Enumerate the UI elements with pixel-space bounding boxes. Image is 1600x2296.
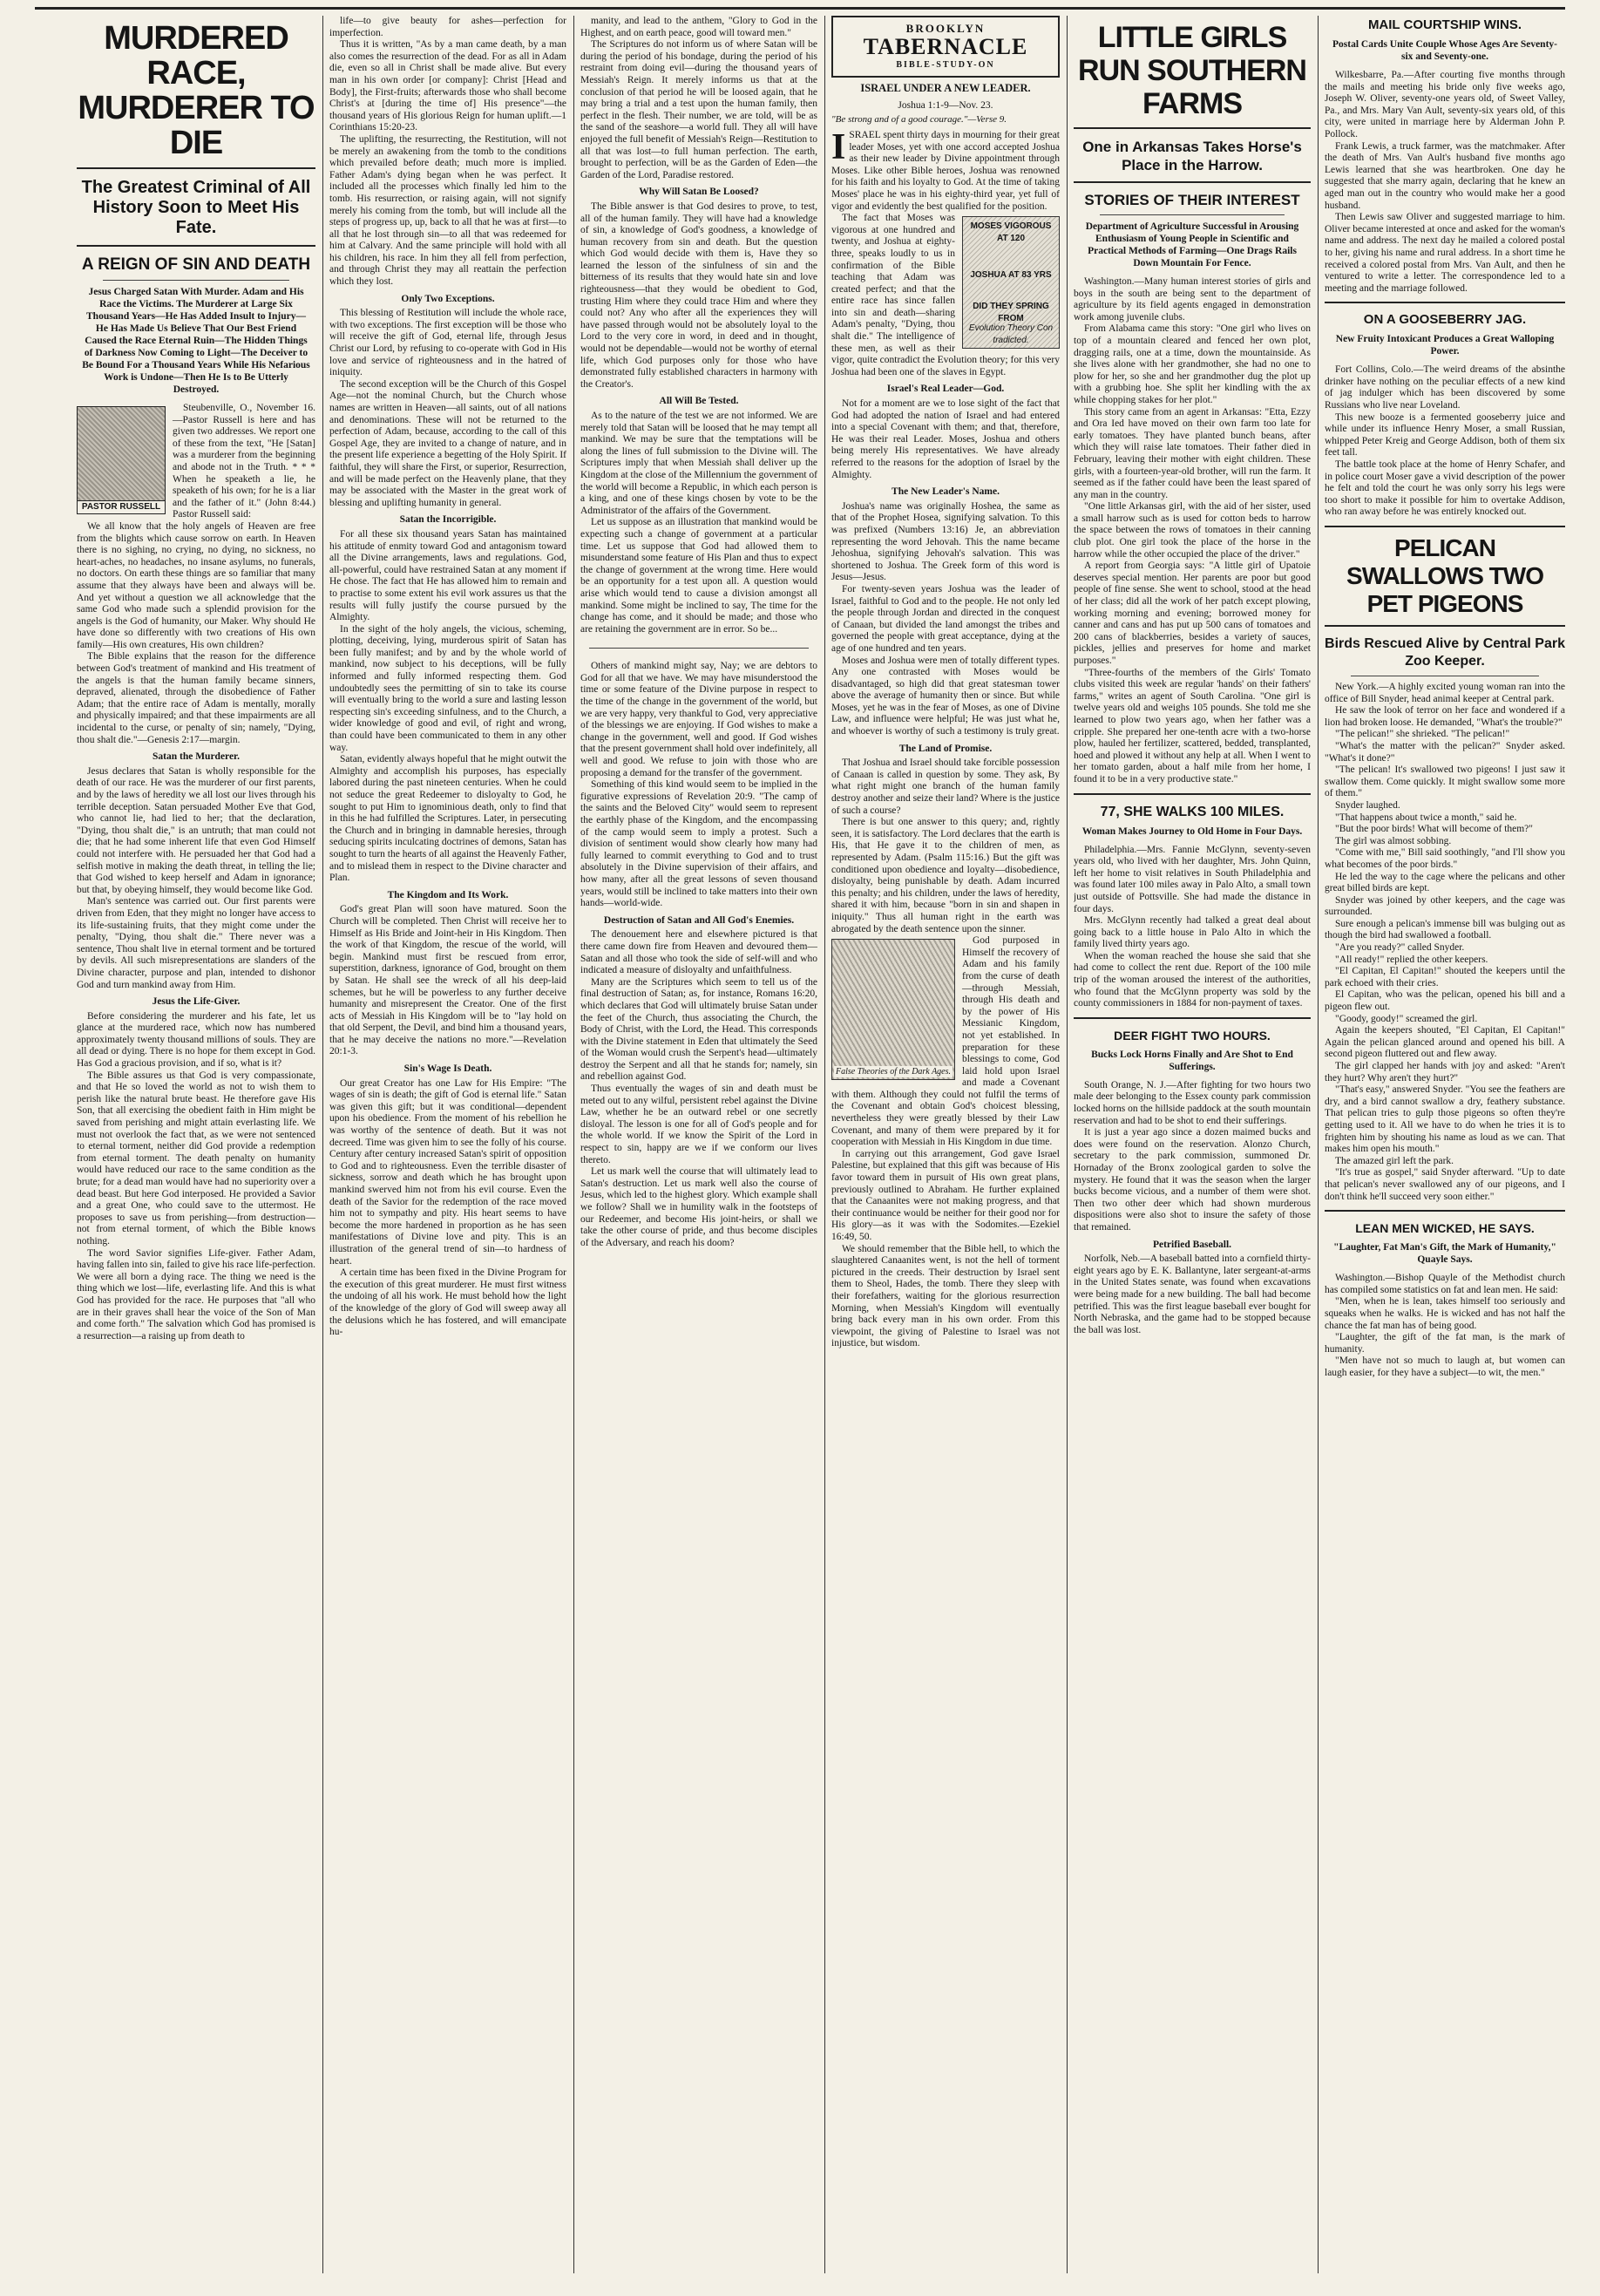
deck-text: Woman Makes Journey to Old Home in Four Days.: [1081, 825, 1303, 837]
paragraph: For twenty-seven years Joshua was the leader of Israel, faithful to God and to the people. He not only led the people through Jordan and directed in the conquest of Canaan, but divided the land amongst the tribes and governed the people with great acceptance, dying at the age of one hundred and ten years.: [831, 583, 1060, 654]
column-divider: [573, 16, 574, 2273]
top-rule: [35, 7, 1565, 10]
paragraph: Norfolk, Neb.—A baseball batted into a cornfield thirty-eight years ago by E. K. Ballantyne, later sergeant-at-arms in the United States senate, was found when excavations were being made for a new building. The ball had become petrified. This was the first league baseball ever bought for North Nebraska, and the game had to be stopped because the ball was lost.: [1074, 1253, 1311, 1335]
rule: [1074, 127, 1311, 129]
paragraph: "But the poor birds! What will become of them?": [1335, 824, 1533, 835]
paragraph: "Goody, goody!" screamed the girl.: [1335, 1013, 1478, 1024]
paragraph: The uplifting, the resurrecting, the Restitution, will not be merely an awakening from the tomb to the conditions which prevailed before death; much more is implied. Father Adam's dying began when he was perfect. It included all the processes which finally led him to the tomb. His resurrection, or raising again, will not signify merely his coming from the tomb, but will include all the steps of progress up, up, back to all that he was at first—to all that he lost through sin—to all that was redeemed for him at Calvary. And the same principle will hold with all his children, his race. In him they all fell from perfection, and through Christ they may all reattain the perfection which they lost.: [329, 133, 566, 288]
paragraph: "Men have not so much to laugh at, but women can laugh easier, for they have a subject—to wit, the men.": [1325, 1355, 1565, 1378]
paragraph: He led the way to the cage where the pelicans and other great billed birds are kept.: [1325, 871, 1565, 894]
subheading: Satan the Incorrigible.: [399, 514, 497, 526]
headline-gooseberry: ON A GOOSEBERRY JAG.: [1363, 312, 1527, 328]
headline-murdered-race: MURDERED RACE, MURDERER TO DIE: [78, 20, 315, 161]
paragraph: Let us mark well the course that will ultimately lead to Satan's destruction. Let us mark well also the course of Jesus, which led to the highest glory. Which example shall we follow? Shall we in humility walk in the footsteps of our Redeemer, and become His joint-heirs, or shall we take the other course of pride, and thus become disciples of the Adversary, and reach his doom?: [580, 1166, 817, 1248]
subheading: Only Two Exceptions.: [401, 293, 495, 304]
headline-lean-men: LEAN MEN WICKED, HE SAYS.: [1355, 1221, 1535, 1236]
paragraph: It is just a year ago since a dozen maimed bucks and does were found on the reservation. Alonzo Church, secretary to the park commission, summoned Dr. Hornaday of the Bronx zoological garden to solve the mystery. He found that it was the season when the larger bucks become vicious, and a number of them were shot. Then two other deer which had shown murderous dispositions were also shot to insure the safety of those that remained.: [1074, 1127, 1311, 1233]
paragraph: This story came from an agent in Arkansas: "Etta, Ezzy and Ora Ied have moved on their own farm too late for early tomatoes. They have planted bunch beans, after which they will raise late tomatoes. Their father died in February, leaving their mother with eight children. These girls, with a fourteen-year-old brother, will run the farm. It seemed as if the father could have been the least spared of any man in the country.: [1074, 406, 1311, 500]
subheading: The Kingdom and Its Work.: [387, 889, 509, 900]
paragraph: He saw the look of terror on her face and wondered if a lion had broken loose. He demanded, "What's the trouble?": [1325, 705, 1565, 728]
rule: [1074, 793, 1311, 795]
paragraph: Sure enough a pelican's immense bill was bulging out as though the bird had swallowed a football.: [1325, 918, 1565, 941]
headline-pelican: PELICAN SWALLOWS TWO PET PIGEONS: [1346, 534, 1543, 617]
paragraph: This blessing of Restitution will include the whole race, with two exceptions. The first exception will be those who will receive the gift of God, eternal life, through Jesus Christ our Lord, by refusing to co-operate with God in His love and service of righteousness and in the hatred of iniquity.: [329, 308, 566, 378]
deck-text: Jesus Charged Satan With Murder. Adam and His Race the Victims. The Murderer at Large Six Thousand Years—He Has Added Insult to Injury—He Has Made Us Believe That Our Best Friend Caused the Race Eternal Ruin—The Hidden Things of Darkness Now Coming to Light—The Deceiver to Be Bound For a Thousand Years While His Nefarious Work is Undone—Then He Is to Be Utterly Destroyed.: [82, 287, 310, 395]
subheading: The New Leader's Name.: [892, 486, 1000, 498]
drop-cap: I: [831, 126, 846, 167]
paragraph: "All ready!" replied the other keepers.: [1335, 954, 1488, 965]
paragraph: A report from Georgia says: "A little girl of Upatoie deserves special mention. Her parents are poor but good people of fine sense. She went to school, stood at the head of her class; did all the work of her patch except plowing, working morning and evening; borrowed money for canner and cans and has put up 500 cans of tomatoes and 200 cans of blackberries, besides a variety of sauces, pickles, jellies and preserves for home and market purposes.": [1074, 560, 1311, 666]
paragraph: "That's easy," answered Snyder. "You see the feathers are dry, and a bird cannot swallow a dry, feathery substance. That pelican tries to gulp those pigeons so often they're getting used to it. All we have to do when he tries it is to frighten him by shouting his name as loud as we can. That makes him open his mouth.": [1325, 1084, 1565, 1155]
paragraph: "It's true as gospel," said Snyder afterward. "Up to date that pelican's never swallowed any of our pigeons, and I don't think he'll succeed very soon either.": [1325, 1167, 1565, 1202]
paragraph: When the woman reached the house she said that she had come to collect the rent due. Report of the 100 mile trip of the woman aroused the interest of the authorities, who found that the McGlynn property was sold by the county commissioners in 1884 for non-payment of taxes.: [1074, 950, 1311, 1009]
column-3: [580, 16, 817, 2282]
subheading: Israel's Real Leader—God.: [886, 384, 1005, 395]
paragraph: Joshua's name was originally Hoshea, the same as that of the Prophet Hosea, signifying salvation. To this was prefixed (Numbers 13:16) Je, an abbreviation representing the word Jehovah. This the name became Jehoshua, signifying Jehovah's salvation. This was shortened to Joshua. The Greek form of this word is Jesus—Jesus.: [831, 500, 1060, 583]
motto: "Be strong and of a good courage."—Verse 9.: [831, 114, 1007, 126]
paragraph: God purposed in Himself the recovery of Adam and his family from the curse of death—through Messiah, through His death and by the power of His Messianic Kingdom, not yet established. In preparation for these blessings to come, God laid hold upon Israel and made a Covenant with them. Although they could not fulfil the terms of the Covenant and obtain God's choicest blessing, nevertheless they were greatly blessed by their Law Covenant, and many of them were prepared by it for cooperation with Messiah in His Kingdom in due time.: [831, 935, 1060, 1148]
subheading: Jesus the Life-Giver.: [152, 996, 241, 1008]
paragraph: The girl clapped her hands with joy and asked: "Aren't they hurt? Why aren't they hurt?": [1325, 1061, 1565, 1083]
paragraph: We all know that the holy angels of Heaven are free from the blights which cause sorrow on earth. In Heaven there is no sighing, no crying, no dying, no sickness, no heart-aches, no headaches, no insane asylums, no funerals, no doctors. On earth these things are so familiar that many assume that they always have been and always will be. And yet without a question we all acknowledge that the same God who made such a splendid provision for the angels is the God of humanity, our Maker. Why should He have done so differently with two creations of His own family—His own creatures, His own children?: [77, 520, 315, 650]
paragraph: "El Capitan, El Capitan!" shouted the keepers until the park echoed with their cries.: [1325, 966, 1565, 988]
subhead-pelican: Birds Rescued Alive by Central Park Zoo Keeper.: [1325, 636, 1565, 669]
paragraph: SRAEL spent thirty days in mourning for their great leader Moses, yet with one accord accepted Joshua as their new leader by Divine appointment through Moses. Like other Bible heroes, Joshua was renowned for his faith and his loyalty to God. At the time of taking Moses' place he was in his eighty-third year, yet full of vigor and evidently the best qualified for the position.: [831, 129, 1060, 212]
scripture-reference: Joshua 1:1-9—Nov. 23.: [898, 99, 993, 111]
paragraph: From Alabama came this story: "One girl who lives on top of a mountain cleared and fenced her own plot, dragging rails, one at a time, down the mountainside. As she lives alone with her grandmother, she had no one to plow for her, so she and her grandmother dug the plot up with a grubbing hoe. She split her kindling with the ax while chopping stakes for her plot.": [1074, 323, 1311, 405]
subheading: All Will Be Tested.: [659, 396, 739, 407]
column-5: [1074, 16, 1311, 2282]
subheading: The Land of Promise.: [898, 743, 993, 754]
paragraph: "What's the matter with the pelican?" Snyder asked. "What's it done?": [1325, 740, 1565, 764]
paragraph: The fact that Moses was vigorous at one hundred and twenty, and Joshua at eighty-three, speaks loudly to us in confirmation of the Bible teaching that Adam was created perfect; and that the entire race has since fallen into sin and death—sharing Adam's penalty, "Dying, thou shalt die." The intelligence of these men, as well as their vigor, quite contradict the Evolution theory; for this very Joshua had been one of the slaves in Egypt.: [831, 213, 1060, 377]
rule: [1325, 1210, 1565, 1212]
column-divider: [1067, 16, 1068, 2273]
paragraph: "That happens about twice a month," said he.: [1335, 812, 1517, 823]
paragraph: Steubenville, O., November 16.—Pastor Russell is here and has given two addresses. We report one of these from the text, "He [Satan] was a murderer from the beginning and abode not in the Truth. * * * When he speaketh a lie, he speaketh of his own; for he is a liar and the father of it." (John 8:44.) Pastor Russell said:: [173, 403, 315, 520]
subheading: Satan the Murderer.: [153, 751, 240, 763]
paragraph: "Three-fourths of the members of the Girls' Tomato clubs visited this week are regular 'hands' on their fathers' farms," writes an agent of South Carolina. "One girl is twelve years old and weighs 105 pounds. She told me she learned to plow two years ago, when her father was a cripple. She prepared her one-tenth acre with a two-horse plow, hauled her fertilizer, scattered, bedded, transplanted, hoed and plowed it without any help at all. When I went to her tomato garden, about a half mile from her home, I found it to be in a very productive state.": [1074, 667, 1311, 785]
paragraph: Man's sentence was carried out. Our first parents were driven from Eden, that they might no longer have access to its life-sustaining fruits, that they might come under the penalty, "Dying, thou shalt die." There never was a sentence, Thou shalt live in eternal torment and be tortured by devils. All such misrepresentations are slanders of the Divine character, purpose and plan, intended to dishonor God and turn mankind away from Him.: [77, 896, 315, 990]
paragraph: Something of this kind would seem to be implied in the figurative expressions of Revelation 20:9. "The camp of the saints and the Beloved City" would seem to represent the earthly phase of the Kingdom, and the encompassing of the camp would seem to imply a protest. Such a division of sentiment would show clearly how many had fully learned to commit everything to God and to trust absolutely in the Divine supervision of their affairs, and how many, after all the great lessons of seven thousand years, would still be inclined to take matters into their own hands—world-wide.: [580, 779, 817, 909]
paragraph: The Bible explains that the reason for the difference between God's treatment of mankind and His treatment of the angels is that the human family became sinners, depraved, alienated, through the disobedience of Father Adam; that the entire race of Adam is mentally, morally and physically impaired; and that these impairments are all incidental to the curse, or penalty of sin; namely, "Dying, thou shalt die."—Genesis 2:17—margin.: [77, 651, 315, 745]
rule: [1074, 181, 1311, 183]
deck-text: "Laughter, Fat Man's Gift, the Mark of Humanity," Quayle Says.: [1333, 1242, 1556, 1266]
paragraph: Satan, evidently always hopeful that he might outwit the Almighty and accomplish his purposes, has especially labored during the past nineteen centuries. When he could not seduce the great Redeemer to disloyalty to God, he sought to put Him to ignominious death, only to find that in this he had fulfilled the Scriptures. Later, in persecuting the Church and in bringing in damnable heresies, through seducing spirits inculcating doctrines of demons, Satan has sought to turn the hearts of all against the Heavenly Father, and to mislead them in respect to the Divine character and Plan.: [329, 754, 566, 884]
paragraph: Philadelphia.—Mrs. Fannie McGlynn, seventy-seven years old, who lived with her daughter, Mrs. John Quinn, left her home to visit relatives in South Philadelphia and was found later 100 miles away in Palo Alto, a small town just outside of Pottsville. She had made the distance in four days.: [1074, 844, 1311, 914]
paragraph: Again the keepers shouted, "El Capitan, El Capitan!" Again the pelican glanced around and opened his bill. A second pigeon fluttered out and flew away.: [1325, 1025, 1565, 1060]
paragraph: This new booze is a fermented gooseberry juice and while under its influence Henry Moser, a small Russian, whipped Peter Kreig and George Addison, both of them six feet tall.: [1325, 411, 1565, 459]
paragraph: Thus it is written, "As by a man came death, by a man also comes the resurrection of the dead. For as all in Adam die, even so all in Christ shall be made alive. But every man in his own order [or company]: Christ [Head and Body], the First-fruits; afterwards those who shall become Christ's at [during the time of] His presence"—the thousand years of His glorious Reign for human uplift.—1 Corinthians 15:20-23.: [329, 39, 566, 133]
paragraph: The battle took place at the home of Henry Schafer, and in police court Moser gave a vivid description of the power he felt and told the court he was only sorry his legs were too short to make it possible for him to overtake Addison, who ran away before he was entirely knocked out.: [1325, 459, 1565, 518]
paragraph: As to the nature of the test we are not informed. We are merely told that Satan will be loosed that he may tempt all mankind. We may be sure that the temptations will be along the lines of full submission to the Divine will. The Scriptures imply that when Messiah shall deliver up the Kingdom at the close of the Millennium the government of the world will become a Republic, in which each person is a king, and one of these kings chosen by vote to be the Administrator of the affairs of the Government.: [580, 411, 817, 516]
rule: [1325, 625, 1565, 627]
dark-ages-illustration: [831, 939, 955, 1080]
paragraph: Snyder was joined by other keepers, and the cage was surrounded.: [1325, 894, 1565, 918]
paragraph: "Laughter, the gift of the fat man, is the mark of humanity.: [1325, 1332, 1565, 1355]
rule: [589, 648, 809, 649]
paragraph: The second exception will be the Church of this Gospel Age—not the nominal Church, but the Church whose names are written in Heaven—all saints, out of all nations and denominations. These will not be returned to the perfection of Adam, because, according to the call of this Gospel Age, they are invited to a change of nature, and in the present life experience a begetting of the Holy Spirit. If faithful, they will share the First, or superior, Resurrection, and will be made perfect on the Heavenly plane, that they may be associated with the Master in the great work of blessing and uplifting humanity in general.: [329, 378, 566, 508]
paragraph: El Capitan, who was the pelican, opened his bill and a pigeon flew out.: [1325, 989, 1565, 1013]
rule: [1074, 1017, 1311, 1019]
paragraph: "The pelican!" she shrieked. "The pelican!": [1335, 729, 1510, 740]
column-divider: [322, 16, 323, 2273]
masthead-name: TABERNACLE: [863, 33, 1028, 59]
paragraph: Jesus declares that Satan is wholly responsible for the death of our race. He was the murderer of our first parents, and by the laws of heredity we all lost our lives through his terrible deception. Satan persuaded Mother Eve that God, who cannot lie, had lied to her; that the declaration, "Dying, thou shalt die," is an untruth; that man could not die; that he had some inherent life that even God Himself could not interfere with. He persuaded her that God had a selfish motive in making the death threat, in telling the lie; that God wished to keep herself and Adam in ignorance; but that, by obeying himself, they would become like God.: [77, 765, 315, 895]
paragraph: The Bible answer is that God desires to prove, to test, all of the human family. They will have had a knowledge of sin, a knowledge of God's goodness, a knowledge of human recovery from sin and death. But the question which God would decide with them is, Have they so learned the lesson of the sinfulness of sin and the bitterness of its results that they would hate sin and love righteousness—that they would be obedient to God, trusting Him where they could trace Him and where they could not? Any who after all the experiences they will have passed through would not be absolutely loyal to the Lord to the very core in word, in deed and in thought, would not be dependable—would not be worthy of eternal life, which God purposes only for those who have demonstrated fully established characters in harmony with the Creator's.: [580, 200, 817, 390]
paragraph: We should remember that the Bible hell, to which the slaughtered Canaanites went, is not the hell of torment pictured in the creeds. Their destruction by Israel sent them to Sheol, Hades, the tomb. There they sleep with their forefathers, waiting for the glorious resurrection Morning, when Messiah's Kingdom will eventually bring back every man in his own order. From this viewpoint, the giving of Palestine to Israel was not injustice, but wisdom.: [831, 1243, 1060, 1349]
deck-text: Bucks Lock Horns Finally and Are Shot to End Sufferings.: [1091, 1049, 1293, 1072]
rule: [1325, 302, 1565, 303]
paragraph: Before considering the murderer and his fate, let us glance at the murdered race, which now has numbered approximately twenty thousand millions of souls. They are all dead or dying. There is no hope for them except in God. Has God a gracious provision, and if so, what is it?: [77, 1010, 315, 1070]
paragraph: Thus eventually the wages of sin and death must be meted out to any wilful, persistent rebel against the Divine Law, whether he be an outward rebel or one secretly disloyal. The lesson is one for all of God's people and for the whole world. If we know the Spirit of the Lord in respect to sin, happy are we if we conform our lives thereto.: [580, 1083, 817, 1165]
paragraph: New York.—A highly excited young woman ran into the office of Bill Snyder, head animal keeper at Central park.: [1325, 682, 1565, 704]
paragraph: Others of mankind might say, Nay; we are debtors to God for all that we have. We may have misunderstood the time or some feature of the Divine purpose in respect to the time of the change in the government of the world, but we are very happy, very thankful to God, very appreciative of the blessings we are enjoying. If God wishes to make a change in the government, well and good. If God wishes that the present government shall hold over indefinitely, all well and good. We refuse to join with those who are proposing a demand for the transfer of the government.: [580, 661, 817, 778]
rule: [103, 280, 289, 281]
paragraph: The amazed girl left the park.: [1335, 1155, 1454, 1166]
subhead-greatest-criminal: The Greatest Criminal of All History Soon to Meet His Fate.: [81, 178, 311, 237]
paragraph: "The pelican! It's swallowed two pigeons! I just saw it swallow them. Come quickly. It might swallow some more of them.": [1325, 764, 1565, 799]
headline-mail-courtship: MAIL COURTSHIP WINS.: [1367, 17, 1522, 32]
illustration-label: DID THEY SPRING FROM: [973, 302, 1049, 323]
paragraph: Fort Collins, Colo.—The weird dreams of the absinthe drinker have nothing on the peculiar effects of a new kind of jag indulger which has been discovered by some Russians who live near Loveland.: [1325, 364, 1565, 411]
headline-she-walks: 77, SHE WALKS 100 MILES.: [1100, 804, 1285, 819]
masthead-small: BIBLE-STUDY-ON: [896, 59, 995, 70]
illustration-caption: False Theories of the Dark Ages.: [835, 1066, 952, 1077]
paragraph: "Men, when he is lean, takes himself too seriously and squeaks when he walks. He is wicked and has not half the chance the fat man has of being good.: [1325, 1296, 1565, 1331]
paragraph: The girl was almost sobbing.: [1335, 835, 1452, 846]
illustration-label: MOSES VIGOROUS AT 120: [970, 221, 1052, 243]
paragraph: A certain time has been fixed in the Divine Program for the execution of this great murderer. He must first witness the undoing of all his work. He must behold how the light of the knowledge of the glory of God will sweep away all the delusions which he has fostered, and will emancipate hu-: [329, 1267, 566, 1338]
paragraph: Many are the Scriptures which seem to tell us of the final destruction of Satan; as, for instance, Romans 16:20, which declares that God will ultimately bruise Satan under the feet of the Church, thus associating the Church, the Body of Christ, with the Lord, the Head. This corresponds with the Divine statement in Eden that ultimately the Seed of the Woman would crush the Serpent's head—ultimately destroy the Serpent and all that he stands for; namely, sin and rebellion against God.: [580, 976, 817, 1083]
illustration-label: JOSHUA AT 83 YRS: [970, 270, 1052, 281]
paragraph: "Are you ready?" called Snyder.: [1335, 942, 1465, 954]
moses-joshua-illustration: [962, 216, 1060, 349]
paragraph: God's great Plan will soon have matured. Soon the Church will be completed. Then Christ will receive her to Himself as His Bride and Joint-heir in His Kingdom. Then the work of that Kingdom, the rescue of the world, will begin. Mankind must first be rescued from error, superstition, darkness, ignorance of God, brought on them by Satan. He shall see the wreck of all his deep-laid schemes, but he will be powerless to any further deceive humanity and misrepresent the Creator. One of the first acts of Messiah in His Kingdom will be to "lay hold on that old Serpent, the Devil, and bind him a thousand years, that he may deceive the nations no more."—Revelation 20:1-3.: [329, 904, 566, 1057]
paragraph: The Scriptures do not inform us of where Satan will be during the period of his bondage, during the period of his restraint from doing evil—during the thousand years of Messiah's Reign. It merely informs us that at the conclusion of that period he will be loosed again, that he may bring a trial and a test upon the human family, then perfect in the flesh. Their number, we are told, will be as the sand of the seashore—a world full. They all will have enjoyed the full benefit of Messiah's Reign—Restitution to all that was lost—to full human perfection. The earth, brought to perfection, will be as the Garden of Eden—the Garden of the Lord, Paradise restored.: [580, 39, 817, 180]
column-4: [831, 16, 1060, 2282]
column-6: [1325, 16, 1565, 2282]
paragraph: In carrying out this arrangement, God gave Israel Palestine, but explained that this gift was because of His favor toward them in pursuit of His own great plans, previously outlined to Abraham. He further explained that the Canaanites were not making progress, and that their continuance would be neither for their good nor for His glory—as it was with the Sodomites.—Ezekiel 16:49, 50.: [831, 1148, 1060, 1242]
paragraph: The word Savior signifies Life-giver. Father Adam, having fallen into sin, failed to give his race life-perfection. We were all born a dying race. The thing we need is the thing which we lost—life, everlasting life. And this is what God has provided for the race. He purposes that "all who are in their graves shall hear the voice of the Son of Man and come forth." The salvation which God has promised is a resurrection—a raising up from death to: [77, 1247, 315, 1342]
paragraph: For all these six thousand years Satan has maintained his attitude of enmity toward God and antagonism toward all the Divine arrangements, laws and regulations. God, all-powerful, could have restrained Satan at any moment if He chose. The fact that He has allowed him to remain and to practise to some extent his evil work assures us that the results will fully justify the course pursued by the Almighty.: [329, 528, 566, 623]
subheading: Petrified Baseball.: [1152, 1239, 1232, 1250]
paragraph: Let us suppose as an illustration that mankind would be expecting such a change of government at a particular time. Let us suppose that God had allowed them to misunderstand some feature of His Plan and thus to expect the change of government at the wrong time. Here would be an opportunity for a test upon all. A question would arise which would tend to cause a division amongst all mankind. Some might be inclined to say, The time for the change has come, and it should be made; and those who are retaining the government are in error. So be...: [580, 517, 817, 635]
paragraph: Then Lewis saw Oliver and suggested marriage to him. Oliver became interested at once and asked for the woman's name and address. The next day he mailed a colored postal to her, giving his name and rural address. In a short time he received a colored postal from Mrs. Van Ault, and then he ventured to write a letter. The correspondence led to a meeting and the marriage followed.: [1325, 212, 1565, 294]
illustration-caption: Evolution Theory Con tradicted.: [968, 323, 1054, 345]
headline-deer-fight: DEER FIGHT TWO HOURS.: [1114, 1028, 1271, 1043]
paragraph: manity, and lead to the anthem, "Glory to God in the Highest, and on earth peace, good will toward men.": [580, 16, 817, 38]
masthead-brooklyn-tabernacle: [831, 16, 1060, 78]
paragraph: South Orange, N. J.—After fighting for two hours two male deer belonging to the Essex county park commission locked horns on the hillside paddock at the south mountain reservation and had to be shot to end their sufferings.: [1074, 1079, 1311, 1126]
paragraph: In the sight of the holy angels, the vicious, scheming, plotting, deceiving, lying, murderous spirit of Satan has been fully manifest; and by and by the whole world of mankind, now subject to his deceptions, will be fully informed and fully informed respecting them. God undoubtedly sees the permitting of sin to take its course will eventually bring to the world a sure and lasting lesson respecting sin's exceeding sinfulness, and to the Church, a wider knowledge of good and evil, of right and wrong, than could have been communicated to them in any other way.: [329, 623, 566, 753]
subhead-arkansas: One in Arkansas Takes Horse's Place in the Harrow.: [1082, 139, 1302, 173]
deck-text: Postal Cards Unite Couple Whose Ages Are Seventy-six and Seventy-one.: [1332, 39, 1557, 62]
deck-text: Department of Agriculture Successful in Arousing Enthusiasm of Young People in Scientific and Practical Methods of Farming—One Drags Rails Down Mountain For Fence.: [1085, 221, 1299, 268]
rule: [77, 167, 315, 169]
paragraph: The Bible assures us that God is very compassionate, and that He so loved the world as not to wish them to perish like the natural brute beast. He therefore gave His Son, that all exercising the obedient faith in Him might be saved from perishing and might attain everlasting life. We must not overlook the fact that, as we were not sentenced to eternal torment, neither did God provide a redemption from eternal torment. The death penalty on humanity would have reduced our race to the same condition as the brute; for a dead man would have had no superiority over a dead beast. But here God interposed. He provided a Savior and a great One, who could save to the uttermost. He proposes to save us from perishing—from destruction—not from eternal torment, of which the Bible knows nothing.: [77, 1070, 315, 1246]
rule: [1100, 214, 1285, 215]
masthead-top: BROOKLYN: [905, 22, 986, 35]
column-divider: [824, 16, 825, 2273]
paragraph: Washington.—Many human interest stories of girls and boys in the south are being sent to the department of agriculture by its field agents engaged in demonstration work among juvenile clubs.: [1074, 276, 1311, 323]
column-1: [77, 16, 315, 2282]
section-stories: STORIES OF THEIR INTEREST: [1084, 192, 1300, 208]
subheading: Sin's Wage Is Death.: [403, 1063, 492, 1075]
paragraph: Frank Lewis, a truck farmer, was the matchmaker. After the death of Mrs. Van Ault's husband five months ago Lewis learned that she was heartbroken. One day he suggested that she marry again, declaring that he knew an aged man out in the country who would make her a good husband.: [1325, 140, 1565, 211]
headline-little-girls: LITTLE GIRLS RUN SOUTHERN FARMS: [1078, 21, 1306, 120]
paragraph: That Joshua and Israel should take forcible possession of Canaan is called in question by some. They ask, By what right might one branch of the human family destroy another and seize their land? Where is the justice of such a course?: [831, 757, 1060, 816]
subheading: Why Will Satan Be Loosed?: [639, 187, 759, 198]
column-divider: [1318, 16, 1319, 2273]
column-2: [329, 16, 566, 2282]
section-reign-of-sin: A REIGN OF SIN AND DEATH: [81, 255, 311, 274]
headline-israel: ISRAEL UNDER A NEW LEADER.: [860, 82, 1031, 95]
paragraph: "Come with me," Bill said soothingly, "and I'll show you what becomes of the poor birds.": [1325, 847, 1565, 870]
portrait-image: [77, 406, 166, 514]
subheading: Destruction of Satan and All God's Enemies.: [603, 914, 795, 926]
paragraph: There is but one answer to this query; and, rightly seen, it is satisfactory. The Lord declares that the earth is His, that He gave it to the children of men, as represented by Adam. (Psalm 115:16.) But the gift was conditioned upon obedience and loyalty—disobedience, disloyalty, being punishable by death. Adam incurred this penalty; and his children, under the laws of heredity, shared it with him, because "born in sin and shapen in iniquity." Thus all human right in the earth was abrogated by the death sentence upon the sinner.: [831, 817, 1060, 934]
portrait-caption: PASTOR RUSSELL: [78, 500, 165, 513]
paragraph: "One little Arkansas girl, with the aid of her sister, used a small harrow such as is used for cotton beds to harrow the space between the rows of tomatoes in their canning club plot. One girl took the place of the horse in the harrow while the other occupied the place of the driver.": [1074, 501, 1311, 560]
paragraph: Washington.—Bishop Quayle of the Methodist church has compiled some statistics on fat and lean men. He said:: [1325, 1273, 1565, 1295]
paragraph: Mrs. McGlynn recently had talked a great deal about going back to a little house in Palo Alto in which the family lived thirty years ago.: [1074, 915, 1311, 950]
paragraph: Our great Creator has one Law for His Empire: "The wages of sin is death; the gift of God is eternal life." Satan was given this gift; but it was conditional—dependent upon his obedience. From the moment of his rebellion he was worthy of the sentence of death. But it was not decreed. Time was given him to see the folly of his course. Century after century increased Satan's spirit of opposition to God and to righteousness. Even the terrible disaster of sickness, sorrow and death which he has brought upon mankind swerved him not from his evil course. Even the death of the Savior for the redemption of the race moved him not to sympathy and pity. His heart seems to have become the more hardened in proportion as he has seen manifestations of Divine love and pity. This is an illustration of the general trend of sin—to hardness of heart.: [329, 1077, 566, 1267]
paragraph: life—to give beauty for ashes—perfection for imperfection.: [329, 16, 566, 38]
rule: [77, 245, 315, 247]
paragraph: Snyder laughed.: [1335, 799, 1400, 811]
paragraph: The denouement here and elsewhere pictured is that there came down fire from Heaven and devoured them—Satan and all those who took the side of self-will and who indicated a measure of disloyalty and unfaithfulness.: [580, 929, 817, 976]
paragraph: Moses and Joshua were men of totally different types. Any one contrasted with Moses would be disadvantaged, so high did that great statesman tower above the average of humanity then or since. But while Moses, yet he was in the fear of Moses, as one of Divine Law, and influence were helpful; He was just what he, and whoever is worthy of such a testimony is truly great.: [831, 655, 1060, 737]
paragraph: Not for a moment are we to lose sight of the fact that God had adopted the nation of Israel and had entered into a special Covenant with them; and that, therefore, He was their real Leader. Moses, Joshua and others being merely His representatives. We have already referred to the reasons for the adoption of Israel by the Almighty.: [831, 398, 1060, 480]
deck-text: New Fruity Intoxicant Produces a Great Walloping Power.: [1335, 334, 1555, 357]
rule: [1325, 526, 1565, 527]
paragraph: Wilkesbarre, Pa.—After courting five months through the mails and meeting his bride only five weeks ago, Joseph W. Oliver, seventy-one years old, of Sweet Valley, Pa., and Mrs. Mary Van Ault, seventy-six years old, of this city, were united in marriage here by Alderman John P. Pollock.: [1325, 70, 1565, 139]
